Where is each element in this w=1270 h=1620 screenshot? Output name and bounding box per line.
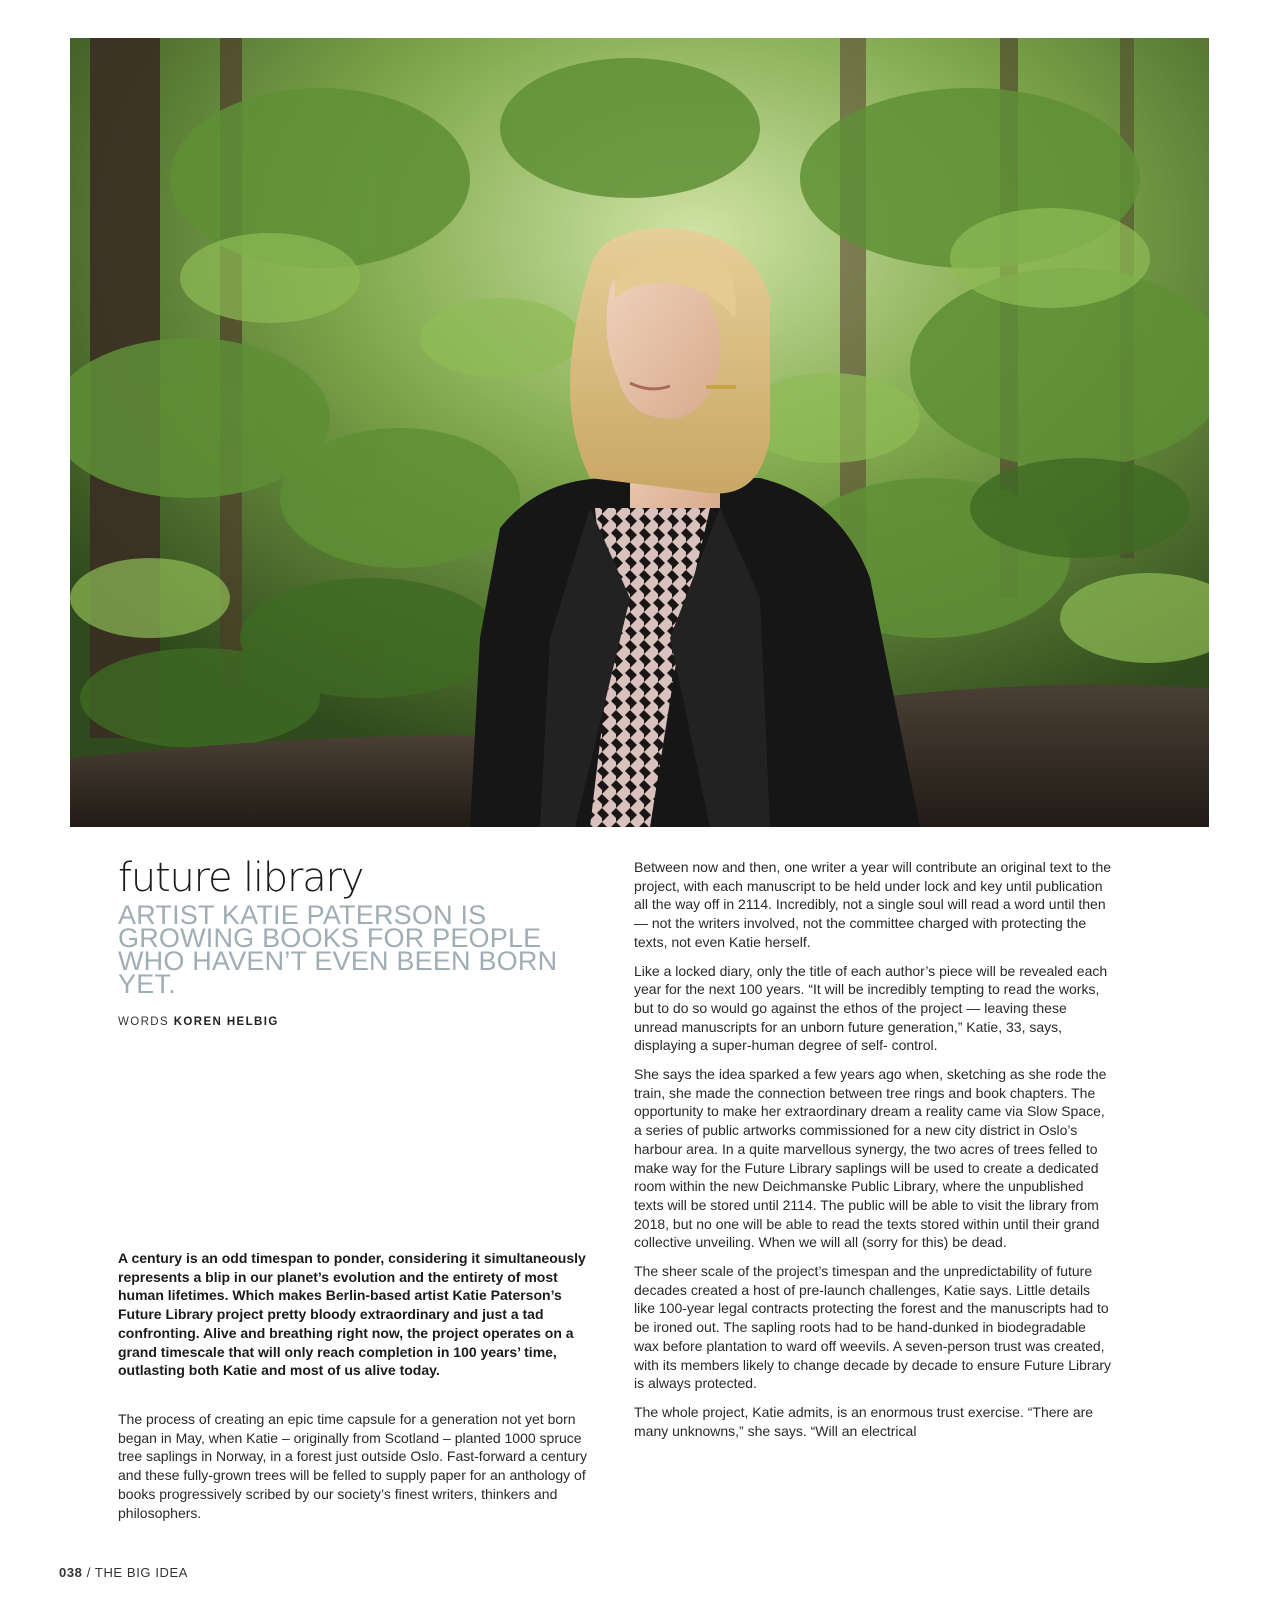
body-paragraph-left: The process of creating an epic time capsule for a generation not yet born began in May, when Katie – originally from Scotland – planted 1000 spruce tree saplings in Norway, in a forest just outside Oslo. Fast-forward a century and these fully-grown trees will be felled to supply paper for an anthology of books progressively scribed by our society’s finest writers, thinkers and philosophers. <box>118 1411 587 1521</box>
article-subtitle: ARTIST KATIE PATERSON IS GROWING BOOKS FOR PEOPLE WHO HAVEN’T EVEN BEEN BORN YET. <box>118 900 558 999</box>
page-folio <box>59 1565 188 1580</box>
page-number: 038 <box>59 1565 83 1580</box>
byline-prefix: WORDS <box>118 1016 174 1028</box>
section-name: THE BIG IDEA <box>94 1565 189 1580</box>
intro-paragraph: A century is an odd timespan to ponder, considering it simultaneously represents a blip in our planet’s evolution and the entirety of most human lifetimes. Which makes Berlin-based artist Katie Paterson’s Future Library project pretty bloody extraordinary and just a tad confronting. Alive and breathing right now, the project operates on a grand timescale that will only reach completion in 100 years’ time, outlasting both Katie and most of us alive today. <box>118 1250 586 1379</box>
article-title: future library <box>118 855 364 901</box>
body-paragraph: Between now and then, one writer a year will contribute an original text to the project, with each manuscript to be held under lock and key until publication all the way off in 2114. Incredibly, not a single soul will read a word until then — not the writers involved, not the committee charged with protecting the texts, not even Katie herself. <box>634 859 1112 950</box>
hero-photo <box>70 38 1209 827</box>
body-paragraph: She says the idea sparked a few years ago when, sketching as she rode the train, she made the connection between tree rings and book chapters. The opportunity to make her extraordinary dream a reality came via Slow Space, a series of public artworks commissioned for a new city district in Oslo’s harbour area. In a quite marvellous synergy, the two acres of trees felled to make way for the Future Library saplings will be used to create a dedicated room within the new Deichmanske Public Library, where the unpublished texts will be stored until 2114. The public will be able to visit the library from 2018, but no one will be able to read the texts stored within until their grand collective unveiling. When we will all (sorry for this) be dead. <box>634 1066 1107 1251</box>
forest-portrait-illustration <box>70 38 1209 827</box>
byline <box>118 1016 279 1028</box>
body-paragraph: The sheer scale of the project’s timespan and the unpredictability of future decades created a host of pre-launch challenges, Katie says. Little details like 100-year legal contracts protecting the forest and the manuscripts had to be ironed out. The sapling roots had to be hand-dunked in biodegradable wax before plantation to ward off weevils. A seven-person trust was created, with its members likely to change decade by decade to ensure Future Library is always protected. <box>634 1263 1112 1392</box>
byline-author: KOREN HELBIG <box>173 1016 279 1028</box>
body-paragraph: Like a locked diary, only the title of each author’s piece will be revealed each year for the next 100 years. “It will be incredibly tempting to read the works, but to do so would go against the ethos of the project — leaving these unread manuscripts for an unborn future generation,” Katie, 33, says, displaying a super-human degree of self- control. <box>634 962 1108 1054</box>
folio-separator: / <box>82 1565 95 1580</box>
body-paragraph: The whole project, Katie admits, is an enormous trust exercise. “There are many unknowns,” she says. “Will an electrical <box>634 1403 1094 1439</box>
right-column <box>634 858 1112 1450</box>
article-header <box>118 855 598 999</box>
